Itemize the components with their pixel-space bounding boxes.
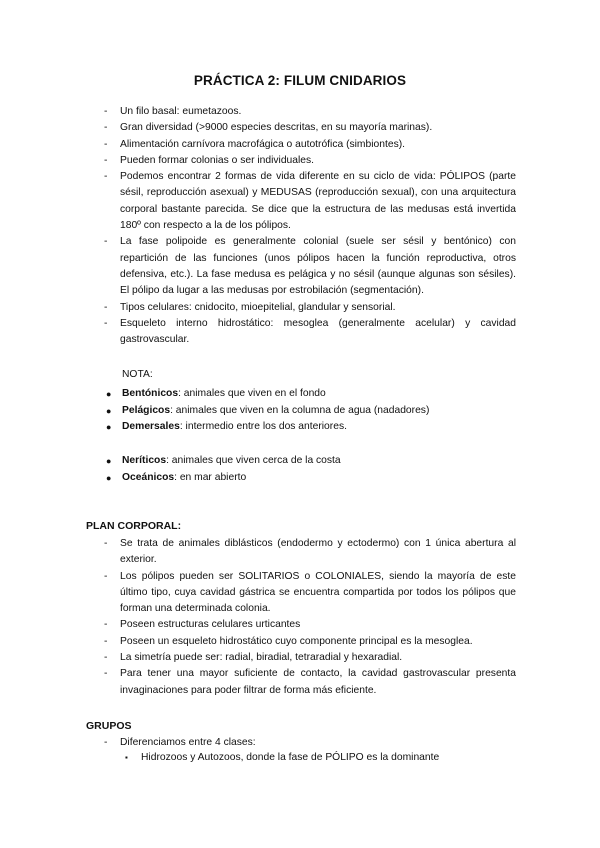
list-item: - Poseen un esqueleto hidrostático cuyo componente principal es la mesoglea. — [104, 634, 516, 650]
list-item: - La fase polipoide es generalmente colonial (suele ser sésil y bentónico) con repartición de las funciones (unos pólipos hacen la función reproductiva, otros defensiva, etc.). La fase medusa es pelágica y no sésil (aunque algunas son sésiles). El pólipo da lugar a las medusas por estrobilación (segmentación). — [104, 234, 516, 299]
groups-list — [104, 735, 516, 751]
note-list-zone — [106, 453, 506, 486]
intro-list — [104, 104, 516, 348]
note-label: NOTA: — [122, 369, 153, 380]
list-item — [106, 386, 506, 403]
list-item — [106, 403, 506, 420]
list-item: - Poseen estructuras celulares urticantes — [104, 617, 516, 633]
note-term: Pelágicos — [122, 404, 171, 416]
groups-heading: GRUPOS — [86, 720, 132, 732]
note-term: Oceánicos — [122, 471, 175, 483]
list-item: - Gran diversidad (>9000 especies descritas, en su mayoría marinas). — [104, 120, 516, 136]
list-item: - Se trata de animales diblásticos (endodermo y ectodermo) con 1 única abertura al exterior. — [104, 536, 516, 569]
note-definition: : animales que viven en el fondo — [178, 388, 326, 399]
list-item: - La simetría puede ser: radial, biradial, tetraradial y hexaradial. — [104, 650, 516, 666]
groups-subitem: ▪ Hidrozoos y Autozoos, donde la fase de PÓLIPO es la dominante — [125, 752, 439, 763]
page-title: PRÁCTICA 2: FILUM CNIDARIOS — [193, 73, 407, 88]
list-item: - Alimentación carnívora macrofágica o autotrófica (simbiontes). — [104, 137, 516, 153]
note-definition: : animales que viven cerca de la costa — [166, 455, 341, 466]
list-item: - Tipos celulares: cnidocito, mioepitelial, glandular y sensorial. — [104, 300, 516, 316]
note-definition: : en mar abierto — [174, 471, 247, 483]
list-item: - Un filo basal: eumetazoos. — [104, 104, 516, 120]
note-list-habitat — [106, 386, 506, 436]
list-item: - Los pólipos pueden ser SOLITARIOS o COLONIALES, siendo la mayoría de este último tipo, cuya cavidad gástrica se encuentra compartida por todos los pólipos que forman una determinada colonia. — [104, 569, 516, 618]
note-definition: : animales que viven en la columna de agua (nadadores) — [170, 404, 430, 416]
list-item: - Podemos encontrar 2 formas de vida diferente en su ciclo de vida: PÓLIPOS (parte sésil, reproducción asexual) y MEDUSAS (reproducción sexual), con una arquitectura corporal bastante parecida. Se dice que la estructura de las medusas está invertida 180º con respecto a la de los pólipos. — [104, 169, 516, 234]
list-item: - Pueden formar colonias o ser individuales. — [104, 153, 516, 169]
list-item: - Para tener una mayor suficiente de contacto, la cavidad gastrovascular presenta invaginaciones para poder filtrar de forma más eficiente. — [104, 666, 516, 699]
note-definition: : intermedio entre los dos anteriores. — [179, 421, 347, 433]
note-term: Bentónicos — [122, 388, 179, 399]
plan-list — [104, 536, 516, 699]
list-item: - Esqueleto interno hidrostático: mesoglea (generalmente acelular) y cavidad gastrovascular. — [104, 316, 516, 349]
plan-heading: PLAN CORPORAL: — [86, 520, 182, 532]
list-item — [106, 419, 506, 436]
note-term: Demersales — [122, 421, 180, 433]
list-item — [106, 470, 506, 487]
list-item — [106, 453, 506, 470]
list-item: - Diferenciamos entre 4 clases: — [104, 735, 516, 751]
note-term: Neríticos — [122, 455, 167, 466]
